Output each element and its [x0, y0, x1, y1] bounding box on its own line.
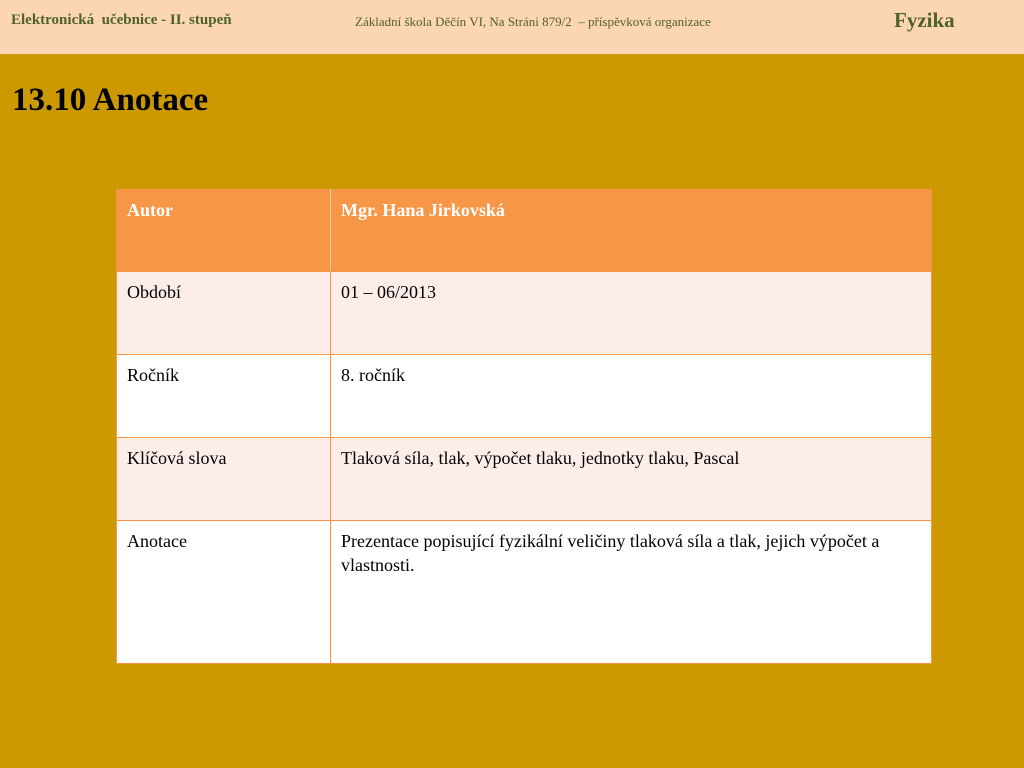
annotation-table: [116, 189, 932, 664]
table-cell-value: Tlaková síla, tlak, výpočet tlaku, jednotky tlaku, Pascal: [331, 438, 932, 521]
header-textbook-label: Elektronická učebnice - II. stupeň: [11, 12, 232, 28]
table-cell-value: 01 – 06/2013: [331, 272, 932, 355]
table-cell-label: Autor: [117, 190, 331, 272]
table-row-author: [117, 190, 932, 272]
table-cell-label: Klíčová slova: [117, 438, 331, 521]
table-row-keywords: [117, 438, 932, 521]
table-cell-label: Anotace: [117, 521, 331, 664]
table-cell-label: Období: [117, 272, 331, 355]
header-school-name: Základní škola Děčín VI, Na Stráni 879/2 – příspěvková organizace: [355, 14, 711, 29]
table-row-period: [117, 272, 932, 355]
slide-title: 13.10 Anotace: [12, 82, 209, 118]
table-cell-value: 8. ročník: [331, 355, 932, 438]
table-cell-value: Mgr. Hana Jirkovská: [331, 190, 932, 272]
table-row-grade: [117, 355, 932, 438]
table-cell-label: Ročník: [117, 355, 331, 438]
header-band: [0, 0, 1024, 54]
header-subject: Fyzika: [894, 8, 955, 32]
table-cell-value: Prezentace popisující fyzikální veličiny tlaková síla a tlak, jejich výpočet a vlastnosti.: [331, 521, 932, 664]
table-row-annotation: [117, 521, 932, 664]
